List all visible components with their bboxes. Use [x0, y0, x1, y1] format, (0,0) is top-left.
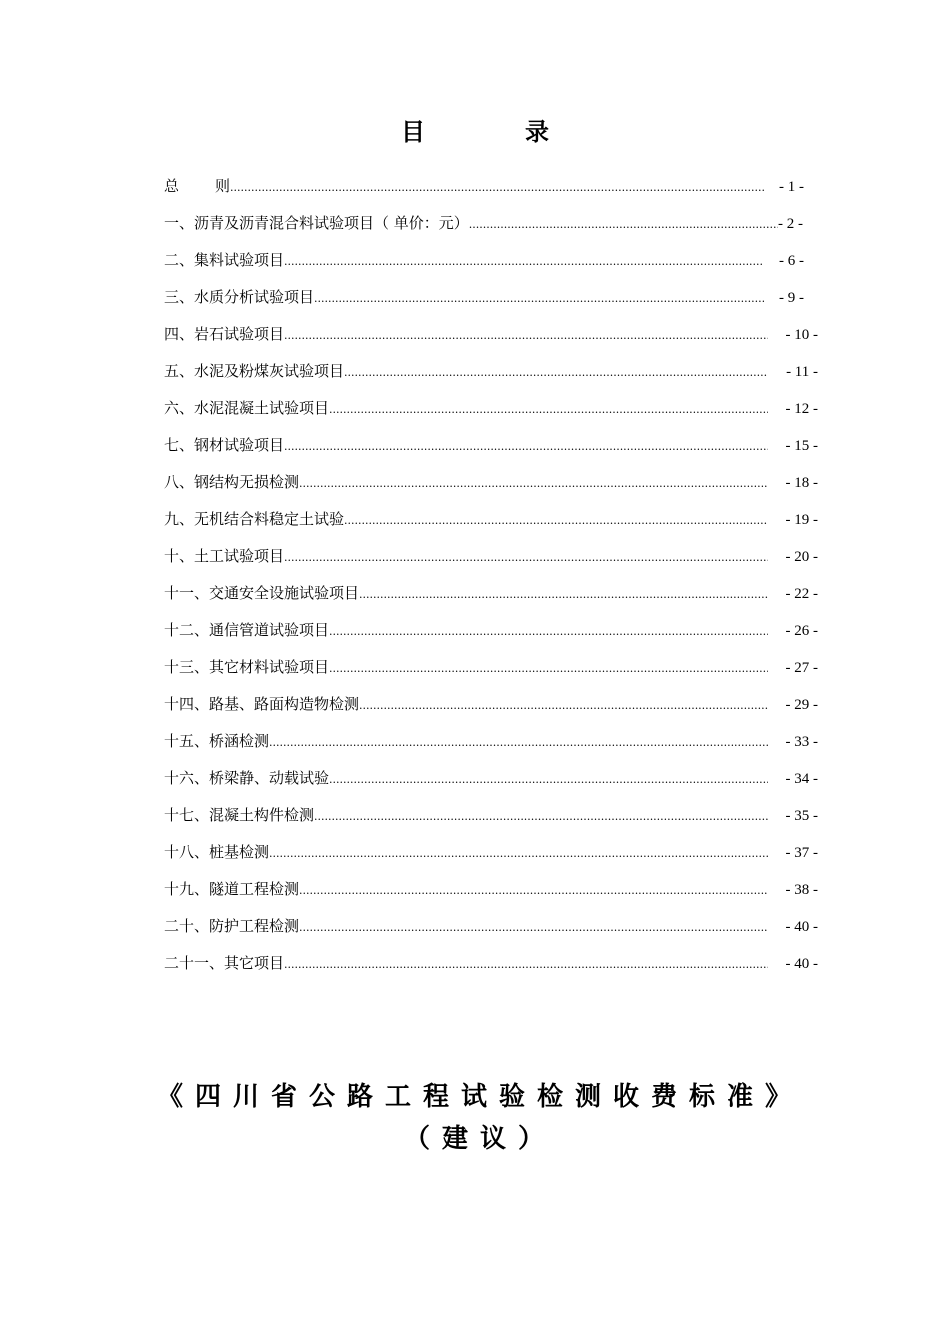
toc-entry-page: - 12 -: [785, 401, 818, 417]
toc-dot-leader: [284, 946, 768, 983]
toc-entry: [164, 760, 820, 797]
toc-entry-page: - 22 -: [785, 586, 818, 602]
toc-dot-leader: [329, 613, 768, 650]
toc-entry-label: 二十一、其它项目: [164, 954, 285, 972]
toc-entry: [164, 871, 820, 908]
toc-dot-leader: [299, 909, 768, 946]
toc-dot-leader: [314, 798, 768, 835]
toc-entry-page: - 15 -: [785, 438, 818, 454]
toc-entry-label: 三、水质分析试验项目: [164, 288, 315, 306]
toc-entry-label: 十三、其它材料试验项目: [164, 658, 330, 676]
toc-entry: [164, 686, 820, 723]
toc-entry-label: 十七、混凝土构件检测: [164, 806, 315, 824]
toc-entry-page: - 1 -: [779, 179, 804, 195]
toc-entry-page: - 40 -: [785, 919, 818, 935]
toc-entry: [164, 464, 820, 501]
toc-dot-leader: [329, 650, 768, 687]
toc-entry-page: - 6 -: [779, 253, 804, 269]
toc-dot-leader: [359, 687, 768, 724]
toc-entry-page: - 37 -: [785, 845, 818, 861]
toc-entry-label: 十八、桩基检测: [164, 843, 270, 861]
toc-dot-leader: [344, 502, 768, 539]
toc-entry-label: 七、钢材试验项目: [164, 436, 285, 454]
toc-dot-leader: [359, 576, 768, 613]
toc-entry-page: - 29 -: [785, 697, 818, 713]
toc-entry: [164, 797, 820, 834]
toc-entry-page: - 33 -: [785, 734, 818, 750]
toc-entry: [164, 427, 820, 464]
toc-entry-label: 五、水泥及粉煤灰试验项目: [164, 362, 345, 380]
toc-dot-leader: [269, 724, 768, 761]
toc-dot-leader: [230, 169, 764, 206]
toc-dot-leader: [314, 280, 764, 317]
toc-entry-page: - 2 -: [778, 216, 803, 232]
toc-entry-label: 十四、路基、路面构造物检测: [164, 695, 360, 713]
toc-entry: [164, 279, 820, 316]
toc-entry-label: 十六、桥梁静、动载试验: [164, 769, 330, 787]
toc-entry: [164, 908, 820, 945]
toc-entry-page: - 34 -: [785, 771, 818, 787]
toc-dot-leader: [284, 428, 768, 465]
toc-dot-leader: [469, 206, 778, 243]
toc-entry: [164, 242, 820, 279]
toc-entry-label: 十二、通信管道试验项目: [164, 621, 330, 639]
toc-entry-page: - 35 -: [785, 808, 818, 824]
toc-dot-leader: [344, 354, 768, 391]
toc-entry-page: - 20 -: [785, 549, 818, 565]
toc-entry-page: - 18 -: [785, 475, 818, 491]
toc-entry: [164, 205, 820, 242]
toc-entry-label: 十九、隧道工程检测: [164, 880, 300, 898]
toc-entry-label: 九、无机结合料稳定土试验: [164, 510, 345, 528]
toc-dot-leader: [284, 243, 764, 280]
toc-entry-label: 十五、桥涵检测: [164, 732, 270, 750]
toc-dot-leader: [329, 391, 768, 428]
toc-entry-page: - 19 -: [785, 512, 818, 528]
toc-entry-label: 四、岩石试验项目: [164, 325, 285, 343]
toc-entry-label: 二十、防护工程检测: [164, 917, 300, 935]
toc-dot-leader: [269, 835, 768, 872]
toc-entry: [164, 945, 820, 982]
toc-dot-leader: [284, 317, 768, 354]
toc-entry: [164, 723, 820, 760]
toc-entry-page: - 10 -: [785, 327, 818, 343]
toc-entry-page: - 26 -: [785, 623, 818, 639]
toc-dot-leader: [284, 539, 768, 576]
toc-entry: [164, 316, 820, 353]
toc-entry-page: - 27 -: [785, 660, 818, 676]
toc-entry-label: 八、钢结构无损检测: [164, 473, 300, 491]
toc-entry: [164, 168, 820, 205]
toc-entry: [164, 649, 820, 686]
toc-entry-page: - 38 -: [785, 882, 818, 898]
toc-entry-label: 十、土工试验项目: [164, 547, 285, 565]
toc-entry: [164, 390, 820, 427]
toc-title: 目 录: [401, 117, 587, 146]
toc-entry: [164, 501, 820, 538]
toc-list: [164, 168, 820, 982]
toc-dot-leader: [299, 465, 768, 502]
toc-entry-page: - 40 -: [785, 956, 818, 972]
toc-entry: [164, 538, 820, 575]
toc-entry-label: 二、集料试验项目: [164, 251, 285, 269]
toc-entry: [164, 612, 820, 649]
document-title: 《四川省公路工程试验检测收费标准》（建议）: [156, 1082, 803, 1154]
toc-entry: [164, 575, 820, 612]
toc-entry: [164, 353, 820, 390]
toc-dot-leader: [299, 872, 768, 909]
toc-dot-leader: [329, 761, 768, 798]
toc-entry-label: 总 则: [164, 177, 231, 195]
toc-entry: [164, 834, 820, 871]
toc-entry-page: - 9 -: [779, 290, 804, 306]
toc-entry-page: - 11 -: [786, 364, 818, 380]
toc-entry-label: 一、沥青及沥青混合料试验项目（ 单价：元）: [164, 214, 469, 232]
toc-entry-label: 十一、交通安全设施试验项目: [164, 584, 360, 602]
toc-entry-label: 六、水泥混凝土试验项目: [164, 399, 330, 417]
